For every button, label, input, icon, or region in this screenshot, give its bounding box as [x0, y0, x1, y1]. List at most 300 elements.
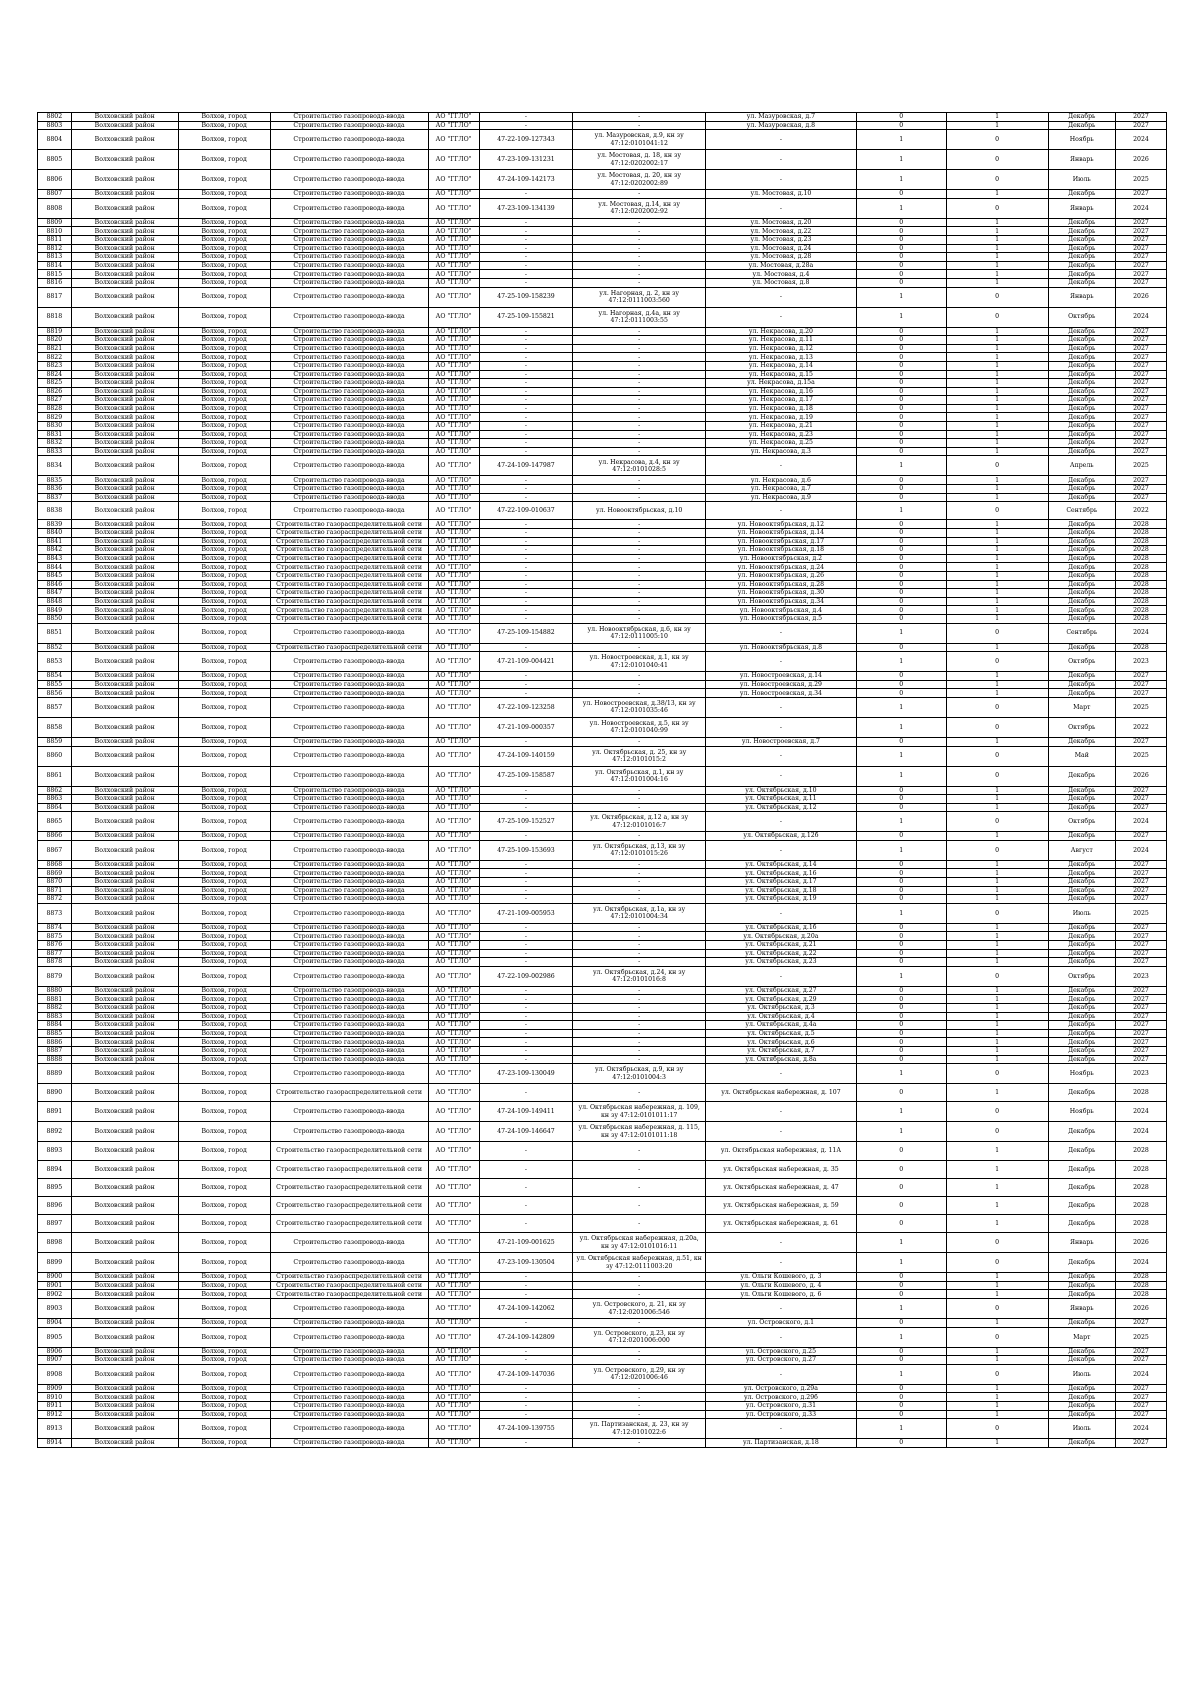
cell-cadastral: 47-24-109-149411 [479, 1102, 573, 1122]
cell-extra: 1 [946, 786, 1048, 795]
cell-extra: 0 [946, 150, 1048, 170]
cell-year: 2027 [1115, 227, 1166, 236]
cell-gas-supply: 0 [856, 932, 946, 941]
cell-district: Волховский район [71, 1347, 178, 1356]
cell-extra: 1 [946, 1215, 1048, 1233]
cell-cadastral: - [479, 1004, 573, 1013]
cell-extra: 1 [946, 1196, 1048, 1214]
cell-org: АО "ГГЛО" [428, 1046, 479, 1055]
cell-no: 8906 [38, 1347, 72, 1356]
cell-address: ул. Октябрьская, д.4 [705, 1012, 856, 1021]
cell-cadastral: 47-21-109-005953 [479, 903, 573, 923]
cell-address-parcel: - [573, 270, 706, 279]
cell-gas-supply: 1 [856, 1233, 946, 1253]
cell-month: Декабрь [1048, 121, 1115, 130]
cell-gas-supply: 0 [856, 1290, 946, 1299]
cell-cadastral: - [479, 1273, 573, 1282]
cell-month: Декабрь [1048, 932, 1115, 941]
cell-work-type: Строительство газопровода-ввода [270, 336, 428, 345]
cell-settlement: Волхов, город [178, 1393, 270, 1402]
cell-work-type: Строительство газораспределительной сети [270, 1178, 428, 1196]
table-row [38, 1233, 1167, 1253]
cell-settlement: Волхов, город [178, 1253, 270, 1273]
cell-cadastral: - [479, 1281, 573, 1290]
cell-gas-supply: 1 [856, 1327, 946, 1347]
cell-gas-supply: 0 [856, 643, 946, 652]
cell-address-parcel: - [573, 422, 706, 431]
cell-address-parcel: ул. Новостроевская, д.5, кн зу 47:12:0101040:99 [573, 717, 706, 737]
cell-address-parcel: ул. Октябрьская набережная, д. 109, кн зу 47:12:0101011:17 [573, 1102, 706, 1122]
table-row [38, 1410, 1167, 1419]
cell-settlement: Волхов, город [178, 1419, 270, 1439]
cell-extra: 1 [946, 643, 1048, 652]
cell-settlement: Волхов, город [178, 1439, 270, 1448]
cell-settlement: Волхов, город [178, 253, 270, 262]
cell-settlement: Волхов, город [178, 1021, 270, 1030]
cell-org: АО "ГГЛО" [428, 1419, 479, 1439]
cell-month: Декабрь [1048, 614, 1115, 623]
cell-settlement: Волхов, город [178, 485, 270, 494]
cell-work-type: Строительство газораспределительной сети [270, 537, 428, 546]
cell-no: 8838 [38, 502, 72, 520]
cell-cadastral: - [479, 1084, 573, 1102]
table-row [38, 1347, 1167, 1356]
table-row [38, 1102, 1167, 1122]
cell-settlement: Волхов, город [178, 652, 270, 672]
cell-settlement: Волхов, город [178, 537, 270, 546]
cell-address-parcel: ул. Октябрьская набережная, д.51, кн зу 47:12:0111003:20 [573, 1253, 706, 1273]
cell-cadastral: - [479, 1319, 573, 1328]
cell-extra: 1 [946, 1160, 1048, 1178]
cell-work-type: Строительство газопровода-ввода [270, 1038, 428, 1047]
cell-year: 2027 [1115, 941, 1166, 950]
cell-cadastral: - [479, 278, 573, 287]
cell-year: 2027 [1115, 253, 1166, 262]
cell-district: Волховский район [71, 227, 178, 236]
cell-extra: 1 [946, 941, 1048, 950]
cell-cadastral: - [479, 1439, 573, 1448]
cell-address: ул. Мостовая, д.8 [705, 278, 856, 287]
cell-org: АО "ГГЛО" [428, 546, 479, 555]
cell-cadastral: - [479, 1402, 573, 1411]
cell-settlement: Волхов, город [178, 1046, 270, 1055]
cell-year: 2028 [1115, 1084, 1166, 1102]
cell-no: 8894 [38, 1160, 72, 1178]
cell-no: 8892 [38, 1122, 72, 1142]
cell-month: Декабрь [1048, 949, 1115, 958]
cell-district: Волховский район [71, 1233, 178, 1253]
cell-gas-supply: 0 [856, 235, 946, 244]
cell-gas-supply: 0 [856, 278, 946, 287]
cell-gas-supply: 0 [856, 614, 946, 623]
cell-extra: 1 [946, 476, 1048, 485]
cell-no: 8817 [38, 287, 72, 307]
cell-address-parcel: - [573, 439, 706, 448]
cell-work-type: Строительство газопровода-ввода [270, 456, 428, 476]
cell-address-parcel: - [573, 227, 706, 236]
cell-year: 2027 [1115, 1393, 1166, 1402]
table-row [38, 502, 1167, 520]
table-row [38, 1122, 1167, 1142]
cell-district: Волховский район [71, 680, 178, 689]
table-row [38, 379, 1167, 388]
table-row [38, 261, 1167, 270]
cell-no: 8871 [38, 886, 72, 895]
cell-address-parcel: - [573, 869, 706, 878]
cell-cadastral: - [479, 537, 573, 546]
cell-work-type: Строительство газораспределительной сети [270, 589, 428, 598]
cell-no: 8810 [38, 227, 72, 236]
cell-month: Декабрь [1048, 235, 1115, 244]
cell-month: Декабрь [1048, 737, 1115, 746]
cell-cadastral: - [479, 795, 573, 804]
cell-no: 8839 [38, 520, 72, 529]
cell-work-type: Строительство газораспределительной сети [270, 1160, 428, 1178]
cell-org: АО "ГГЛО" [428, 869, 479, 878]
cell-address: ул. Мостовая, д.24 [705, 244, 856, 253]
cell-work-type: Строительство газопровода-ввода [270, 430, 428, 439]
cell-no: 8865 [38, 812, 72, 832]
cell-address: - [705, 840, 856, 860]
cell-cadastral: - [479, 529, 573, 538]
cell-no: 8900 [38, 1273, 72, 1282]
cell-address: ул. Мостовая, д.10 [705, 190, 856, 199]
cell-address-parcel: - [573, 672, 706, 681]
cell-district: Волховский район [71, 737, 178, 746]
cell-work-type: Строительство газопровода-ввода [270, 396, 428, 405]
cell-address: ул. Мазуровская, д.8 [705, 121, 856, 130]
cell-address: ул. Новооктябрьская, д.34 [705, 597, 856, 606]
cell-org: АО "ГГЛО" [428, 327, 479, 336]
cell-district: Волховский район [71, 958, 178, 967]
cell-cadastral: - [479, 680, 573, 689]
cell-no: 8891 [38, 1102, 72, 1122]
cell-address: ул. Некрасова, д.7 [705, 485, 856, 494]
cell-extra: 1 [946, 869, 1048, 878]
cell-gas-supply: 0 [856, 1347, 946, 1356]
cell-work-type: Строительство газопровода-ввода [270, 995, 428, 1004]
cell-extra: 1 [946, 803, 1048, 812]
cell-year: 2024 [1115, 1122, 1166, 1142]
cell-org: АО "ГГЛО" [428, 1281, 479, 1290]
table-row [38, 1319, 1167, 1328]
cell-no: 8902 [38, 1290, 72, 1299]
cell-gas-supply: 0 [856, 689, 946, 698]
table-row [38, 1021, 1167, 1030]
cell-month: Октябрь [1048, 966, 1115, 986]
cell-work-type: Строительство газопровода-ввода [270, 672, 428, 681]
cell-work-type: Строительство газопровода-ввода [270, 1004, 428, 1013]
cell-work-type: Строительство газопровода-ввода [270, 287, 428, 307]
cell-year: 2024 [1115, 1364, 1166, 1384]
cell-year: 2027 [1115, 396, 1166, 405]
cell-address-parcel: - [573, 361, 706, 370]
cell-work-type: Строительство газопровода-ввода [270, 493, 428, 502]
cell-work-type: Строительство газопровода-ввода [270, 379, 428, 388]
cell-work-type: Строительство газопровода-ввода [270, 370, 428, 379]
cell-month: Декабрь [1048, 941, 1115, 950]
cell-month: Декабрь [1048, 190, 1115, 199]
cell-work-type: Строительство газопровода-ввода [270, 447, 428, 456]
cell-no: 8905 [38, 1327, 72, 1347]
cell-month: Июль [1048, 1419, 1115, 1439]
cell-month: Декабрь [1048, 447, 1115, 456]
table-row [38, 1038, 1167, 1047]
cell-month: Декабрь [1048, 1142, 1115, 1160]
cell-gas-supply: 0 [856, 1029, 946, 1038]
cell-cadastral: - [479, 353, 573, 362]
cell-extra: 1 [946, 278, 1048, 287]
cell-address: ул. Новооктябрьская, д.2 [705, 554, 856, 563]
cell-no: 8818 [38, 307, 72, 327]
table-row [38, 447, 1167, 456]
cell-gas-supply: 1 [856, 840, 946, 860]
cell-no: 8882 [38, 1004, 72, 1013]
cell-month: Август [1048, 840, 1115, 860]
cell-extra: 1 [946, 958, 1048, 967]
cell-no: 8913 [38, 1419, 72, 1439]
cell-extra: 1 [946, 1439, 1048, 1448]
cell-cadastral: - [479, 878, 573, 887]
cell-month: Январь [1048, 150, 1115, 170]
cell-month: Декабрь [1048, 1290, 1115, 1299]
cell-work-type: Строительство газопровода-ввода [270, 878, 428, 887]
cell-extra: 0 [946, 1064, 1048, 1084]
cell-cadastral: 47-25-109-154882 [479, 623, 573, 643]
cell-no: 8889 [38, 1064, 72, 1084]
cell-org: АО "ГГЛО" [428, 1356, 479, 1365]
cell-gas-supply: 0 [856, 1410, 946, 1419]
cell-gas-supply: 0 [856, 1046, 946, 1055]
cell-extra: 1 [946, 737, 1048, 746]
cell-year: 2027 [1115, 932, 1166, 941]
cell-settlement: Волхов, город [178, 832, 270, 841]
table-row [38, 370, 1167, 379]
cell-month: Декабрь [1048, 580, 1115, 589]
cell-address-parcel: ул. Новооктябрьская, д.10 [573, 502, 706, 520]
cell-year: 2027 [1115, 1012, 1166, 1021]
cell-month: Декабрь [1048, 1393, 1115, 1402]
cell-cadastral: - [479, 941, 573, 950]
cell-district: Волховский район [71, 546, 178, 555]
cell-address-parcel: ул. Новостроевская, д.38/13, кн зу 47:12:0101035:46 [573, 697, 706, 717]
cell-no: 8841 [38, 537, 72, 546]
cell-district: Волховский район [71, 261, 178, 270]
cell-no: 8858 [38, 717, 72, 737]
cell-address: ул. Октябрьская, д.6 [705, 1038, 856, 1047]
cell-no: 8843 [38, 554, 72, 563]
cell-cadastral: - [479, 422, 573, 431]
cell-org: АО "ГГЛО" [428, 958, 479, 967]
cell-work-type: Строительство газораспределительной сети [270, 1215, 428, 1233]
cell-extra: 1 [946, 546, 1048, 555]
cell-address: ул. Некрасова, д.19 [705, 413, 856, 422]
cell-address-parcel: ул. Партизанская, д. 23, кн зу 47:12:0101022:6 [573, 1419, 706, 1439]
cell-address-parcel: - [573, 370, 706, 379]
cell-work-type: Строительство газопровода-ввода [270, 353, 428, 362]
table-row [38, 563, 1167, 572]
cell-org: АО "ГГЛО" [428, 1122, 479, 1142]
cell-work-type: Строительство газораспределительной сети [270, 563, 428, 572]
cell-extra: 1 [946, 261, 1048, 270]
cell-address-parcel: - [573, 878, 706, 887]
table-row [38, 520, 1167, 529]
cell-settlement: Волхов, город [178, 1142, 270, 1160]
cell-address-parcel: - [573, 795, 706, 804]
cell-address-parcel: ул. Мазуровская, д.9, кн зу 47:12:0101041:12 [573, 130, 706, 150]
cell-address: ул. Новооктябрьская, д.12 [705, 520, 856, 529]
table-row [38, 253, 1167, 262]
cell-org: АО "ГГЛО" [428, 361, 479, 370]
cell-settlement: Волхов, город [178, 680, 270, 689]
cell-extra: 0 [946, 812, 1048, 832]
cell-org: АО "ГГЛО" [428, 580, 479, 589]
cell-work-type: Строительство газораспределительной сети [270, 606, 428, 615]
cell-year: 2024 [1115, 1102, 1166, 1122]
cell-org: АО "ГГЛО" [428, 941, 479, 950]
cell-work-type: Строительство газораспределительной сети [270, 597, 428, 606]
cell-work-type: Строительство газопровода-ввода [270, 949, 428, 958]
cell-work-type: Строительство газопровода-ввода [270, 1364, 428, 1384]
cell-month: Декабрь [1048, 869, 1115, 878]
cell-settlement: Волхов, город [178, 121, 270, 130]
cell-extra: 1 [946, 571, 1048, 580]
cell-cadastral: 47-24-109-142809 [479, 1327, 573, 1347]
cell-district: Волховский район [71, 966, 178, 986]
cell-address-parcel: - [573, 344, 706, 353]
cell-settlement: Волхов, город [178, 1038, 270, 1047]
cell-address: - [705, 766, 856, 786]
cell-settlement: Волхов, город [178, 643, 270, 652]
cell-address: ул. Некрасова, д.25 [705, 439, 856, 448]
cell-address-parcel: - [573, 253, 706, 262]
cell-address: - [705, 1327, 856, 1347]
cell-address: ул. Новостроевская, д.14 [705, 672, 856, 681]
cell-district: Волховский район [71, 803, 178, 812]
table-row [38, 766, 1167, 786]
cell-settlement: Волхов, город [178, 546, 270, 555]
cell-settlement: Волхов, город [178, 447, 270, 456]
cell-work-type: Строительство газопровода-ввода [270, 986, 428, 995]
cell-month: Июль [1048, 903, 1115, 923]
table-row [38, 832, 1167, 841]
cell-no: 8847 [38, 589, 72, 598]
cell-gas-supply: 0 [856, 795, 946, 804]
table-row [38, 941, 1167, 950]
table-row [38, 1299, 1167, 1319]
cell-work-type: Строительство газопровода-ввода [270, 652, 428, 672]
cell-work-type: Строительство газопровода-ввода [270, 253, 428, 262]
cell-cadastral: - [479, 860, 573, 869]
cell-month: Декабрь [1048, 353, 1115, 362]
cell-extra: 1 [946, 430, 1048, 439]
table-row [38, 643, 1167, 652]
cell-settlement: Волхов, город [178, 1029, 270, 1038]
cell-org: АО "ГГЛО" [428, 1084, 479, 1102]
cell-address: ул. Новооктябрьская, д.30 [705, 589, 856, 598]
cell-year: 2027 [1115, 485, 1166, 494]
cell-cadastral: - [479, 895, 573, 904]
cell-gas-supply: 1 [856, 287, 946, 307]
cell-address: ул. Некрасова, д.13 [705, 353, 856, 362]
cell-org: АО "ГГЛО" [428, 190, 479, 199]
cell-address: ул. Октябрьская, д.17 [705, 878, 856, 887]
cell-cadastral: 47-24-109-142062 [479, 1299, 573, 1319]
cell-no: 8881 [38, 995, 72, 1004]
cell-address-parcel: ул. Октябрьская, д.24, кн зу 47:12:0101016:8 [573, 966, 706, 986]
cell-org: АО "ГГЛО" [428, 218, 479, 227]
cell-no: 8827 [38, 396, 72, 405]
cell-address-parcel: - [573, 1410, 706, 1419]
cell-address-parcel: ул. Октябрьская, д.13, кн зу 47:12:0101015:26 [573, 840, 706, 860]
cell-work-type: Строительство газопровода-ввода [270, 786, 428, 795]
cell-address: ул. Октябрьская, д.1б [705, 923, 856, 932]
cell-gas-supply: 1 [856, 766, 946, 786]
cell-settlement: Волхов, город [178, 766, 270, 786]
cell-month: Декабрь [1048, 370, 1115, 379]
cell-extra: 0 [946, 1327, 1048, 1347]
cell-address-parcel: ул. Октябрьская, д.9, кн зу 47:12:0101004:3 [573, 1064, 706, 1084]
cell-work-type: Строительство газораспределительной сети [270, 1142, 428, 1160]
cell-address-parcel: - [573, 353, 706, 362]
cell-district: Волховский район [71, 1004, 178, 1013]
cell-district: Волховский район [71, 1356, 178, 1365]
cell-org: АО "ГГЛО" [428, 336, 479, 345]
cell-extra: 1 [946, 1142, 1048, 1160]
cell-year: 2025 [1115, 170, 1166, 190]
cell-address: - [705, 812, 856, 832]
cell-year: 2027 [1115, 1347, 1166, 1356]
cell-year: 2027 [1115, 344, 1166, 353]
cell-cadastral: 47-24-109-139755 [479, 1419, 573, 1439]
cell-year: 2027 [1115, 1021, 1166, 1030]
cell-district: Волховский район [71, 746, 178, 766]
cell-address: ул. Мостовая, д.22 [705, 227, 856, 236]
cell-gas-supply: 0 [856, 1439, 946, 1448]
cell-month: Сентябрь [1048, 623, 1115, 643]
cell-year: 2028 [1115, 537, 1166, 546]
cell-address-parcel: - [573, 387, 706, 396]
table-row [38, 623, 1167, 643]
cell-no: 8861 [38, 766, 72, 786]
cell-work-type: Строительство газораспределительной сети [270, 554, 428, 563]
cell-district: Волховский район [71, 766, 178, 786]
cell-no: 8863 [38, 795, 72, 804]
cell-year: 2027 [1115, 886, 1166, 895]
cell-no: 8869 [38, 869, 72, 878]
cell-extra: 1 [946, 1055, 1048, 1064]
cell-extra: 1 [946, 886, 1048, 895]
cell-settlement: Волхов, город [178, 113, 270, 122]
cell-address-parcel: - [573, 1319, 706, 1328]
cell-work-type: Строительство газопровода-ввода [270, 689, 428, 698]
cell-address-parcel: ул. Островского, д.29, кн зу 47:12:0201006:46 [573, 1364, 706, 1384]
cell-work-type: Строительство газопровода-ввода [270, 812, 428, 832]
cell-org: АО "ГГЛО" [428, 113, 479, 122]
cell-district: Волховский район [71, 786, 178, 795]
cell-settlement: Волхов, город [178, 218, 270, 227]
cell-address: ул. Новостроевская, д.7 [705, 737, 856, 746]
cell-extra: 1 [946, 1012, 1048, 1021]
cell-org: АО "ГГЛО" [428, 1102, 479, 1122]
cell-org: АО "ГГЛО" [428, 344, 479, 353]
cell-extra: 1 [946, 439, 1048, 448]
cell-month: Декабрь [1048, 1215, 1115, 1233]
cell-gas-supply: 0 [856, 270, 946, 279]
cell-address-parcel: - [573, 1021, 706, 1030]
cell-year: 2024 [1115, 840, 1166, 860]
cell-month: Декабрь [1048, 597, 1115, 606]
